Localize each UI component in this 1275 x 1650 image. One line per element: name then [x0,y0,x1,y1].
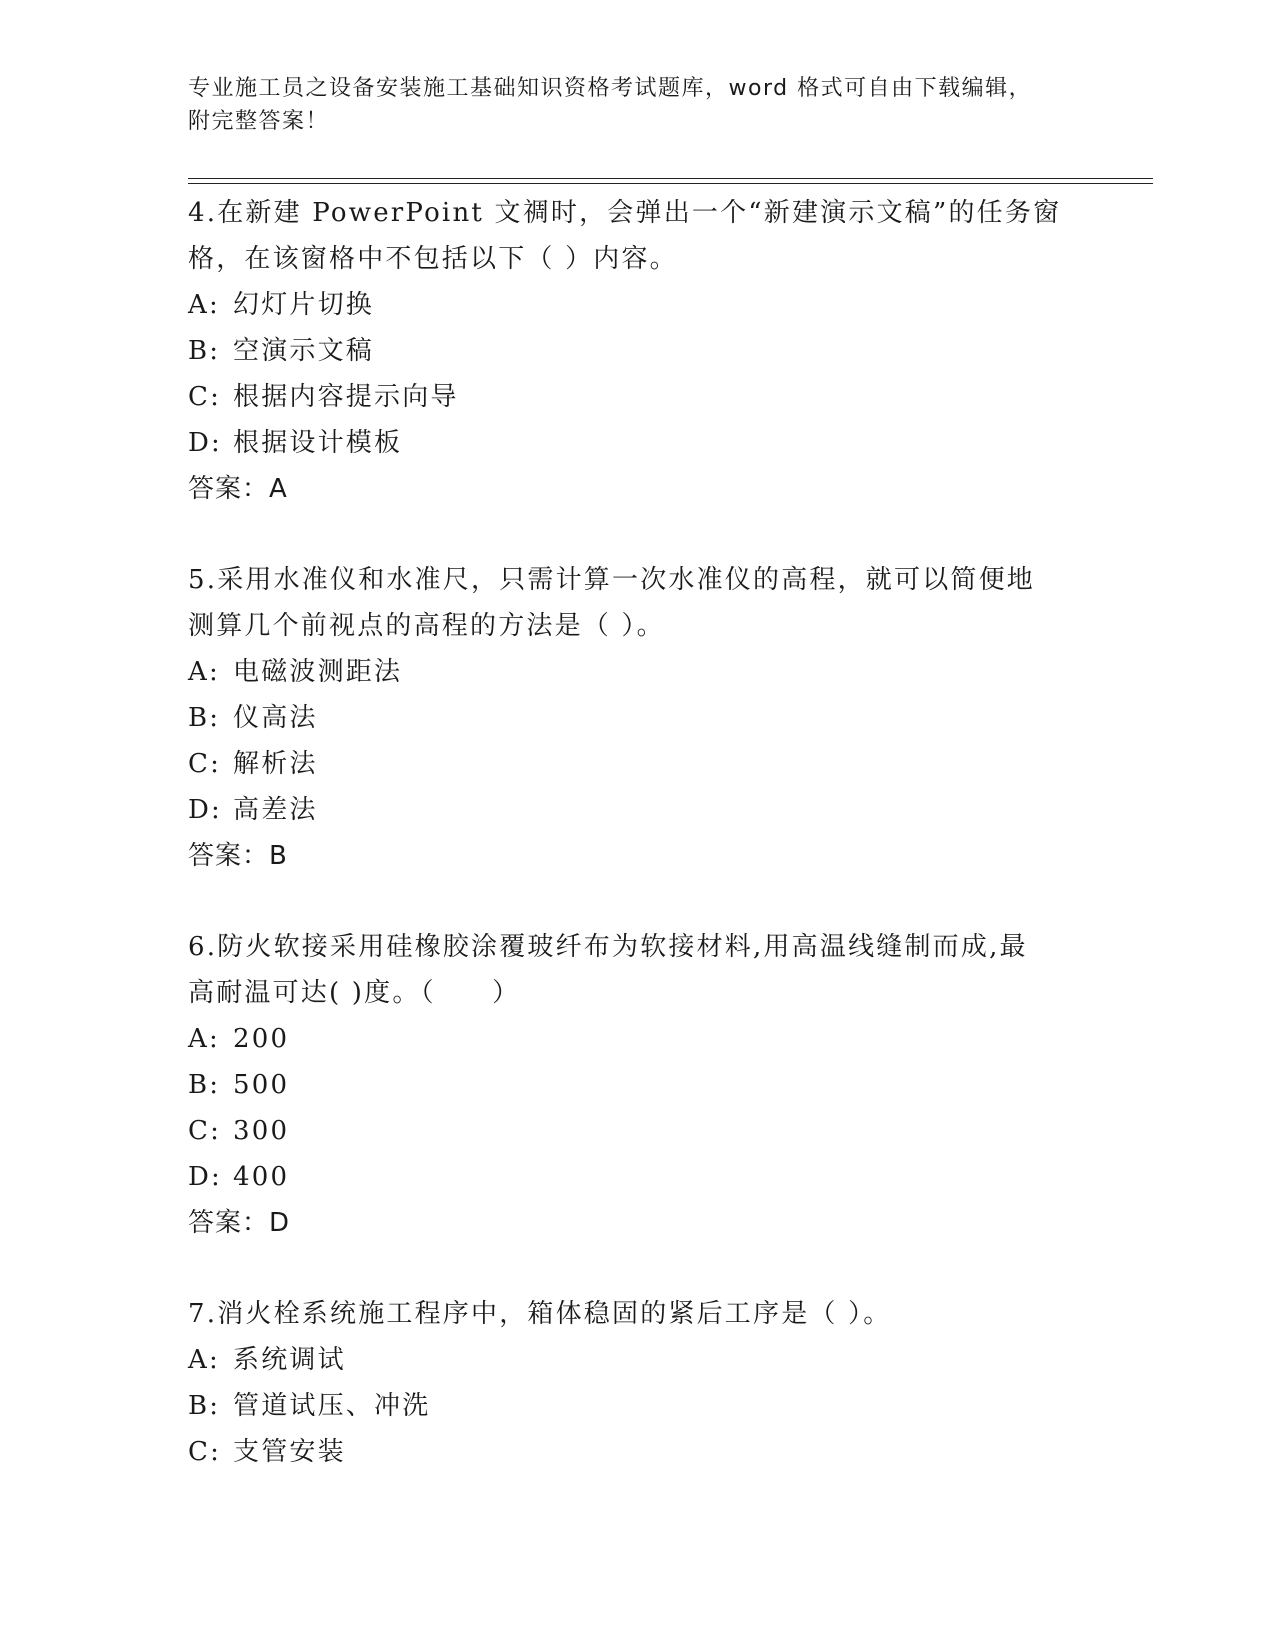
option-letter: A: [188,657,220,687]
option-letter: D: [188,428,223,458]
question-stem [188,190,1088,282]
option-letter: D: [188,795,223,825]
option-letter: B: [188,1391,221,1421]
option-b [188,695,1088,741]
option-text: 根据设计模板 [233,428,403,458]
option-letter: C: [188,382,222,412]
option-b [188,1062,1088,1108]
option-letter: B: [188,1070,221,1100]
header-divider-top [188,178,1153,179]
option-letter: C: [188,749,222,779]
question-list [188,190,1088,1520]
question-6 [188,924,1088,1246]
stem-line: 高耐温可达( )度。（ ） [188,978,521,1008]
option-text: 空演示文稿 [233,336,375,366]
option-b [188,1383,1088,1429]
option-b [188,328,1088,374]
option-text: 高差法 [233,795,318,825]
option-letter: A: [188,1024,220,1054]
option-letter: C: [188,1116,222,1146]
question-7 [188,1291,1088,1475]
question-5 [188,557,1088,879]
option-letter: B: [188,336,221,366]
option-text: 400 [233,1162,290,1192]
option-letter: D: [188,1162,223,1192]
question-stem [188,924,1088,1016]
question-stem [188,1291,1088,1337]
option-d [188,787,1088,833]
stem-line: 格，在该窗格中不包括以下（ ）内容。 [188,244,678,274]
option-text: 系统调试 [233,1345,346,1375]
option-text: 仪高法 [233,703,318,733]
option-c [188,1429,1088,1475]
option-letter: B: [188,703,221,733]
option-d [188,1154,1088,1200]
header-title-line-2: 附完整答案！ [188,109,330,134]
option-letter: A: [188,1345,220,1375]
question-4 [188,190,1088,512]
option-text: 300 [233,1116,290,1146]
answer-line: 答案：A [188,474,288,504]
option-a [188,282,1088,328]
stem-line: 7.消火栓系统施工程序中，箱体稳固的紧后工序是（ ）。 [188,1299,892,1329]
option-text: 管道试压、冲洗 [233,1391,431,1421]
header-divider-bottom [188,183,1153,184]
option-c [188,374,1088,420]
question-stem [188,557,1088,649]
option-a [188,1337,1088,1383]
option-c [188,741,1088,787]
option-a [188,649,1088,695]
option-c [188,1108,1088,1154]
option-a [188,1016,1088,1062]
option-text: 根据内容提示向导 [233,382,459,412]
answer-line: 答案：B [188,841,288,871]
option-text: 500 [233,1070,290,1100]
answer-line: 答案：D [188,1208,291,1238]
option-letter: A: [188,290,220,320]
stem-line: 6.防火软接采用硅橡胶涂覆玻纤布为软接材料,用高温线缝制而成,最 [188,932,1028,962]
option-d [188,420,1088,466]
header-title-line-1: 专业施工员之设备安装施工基础知识资格考试题库，word 格式可自由下载编辑， [188,76,1033,101]
option-letter: C: [188,1437,222,1467]
option-text: 电磁波测距法 [233,657,403,687]
stem-line: 5.采用水准仪和水准尺，只需计算一次水准仪的高程，就可以简便地 [188,565,1036,595]
option-text: 幻灯片切换 [233,290,375,320]
stem-line: 测算几个前视点的高程的方法是（ ）。 [188,611,665,641]
option-text: 解析法 [233,749,318,779]
stem-line: 4.在新建 PowerPoint 文禂时，会弹出一个“新建演示文稿”的任务窗 [188,198,1062,228]
option-text: 200 [233,1024,290,1054]
option-text: 支管安装 [233,1437,346,1467]
document-header [188,72,1068,138]
